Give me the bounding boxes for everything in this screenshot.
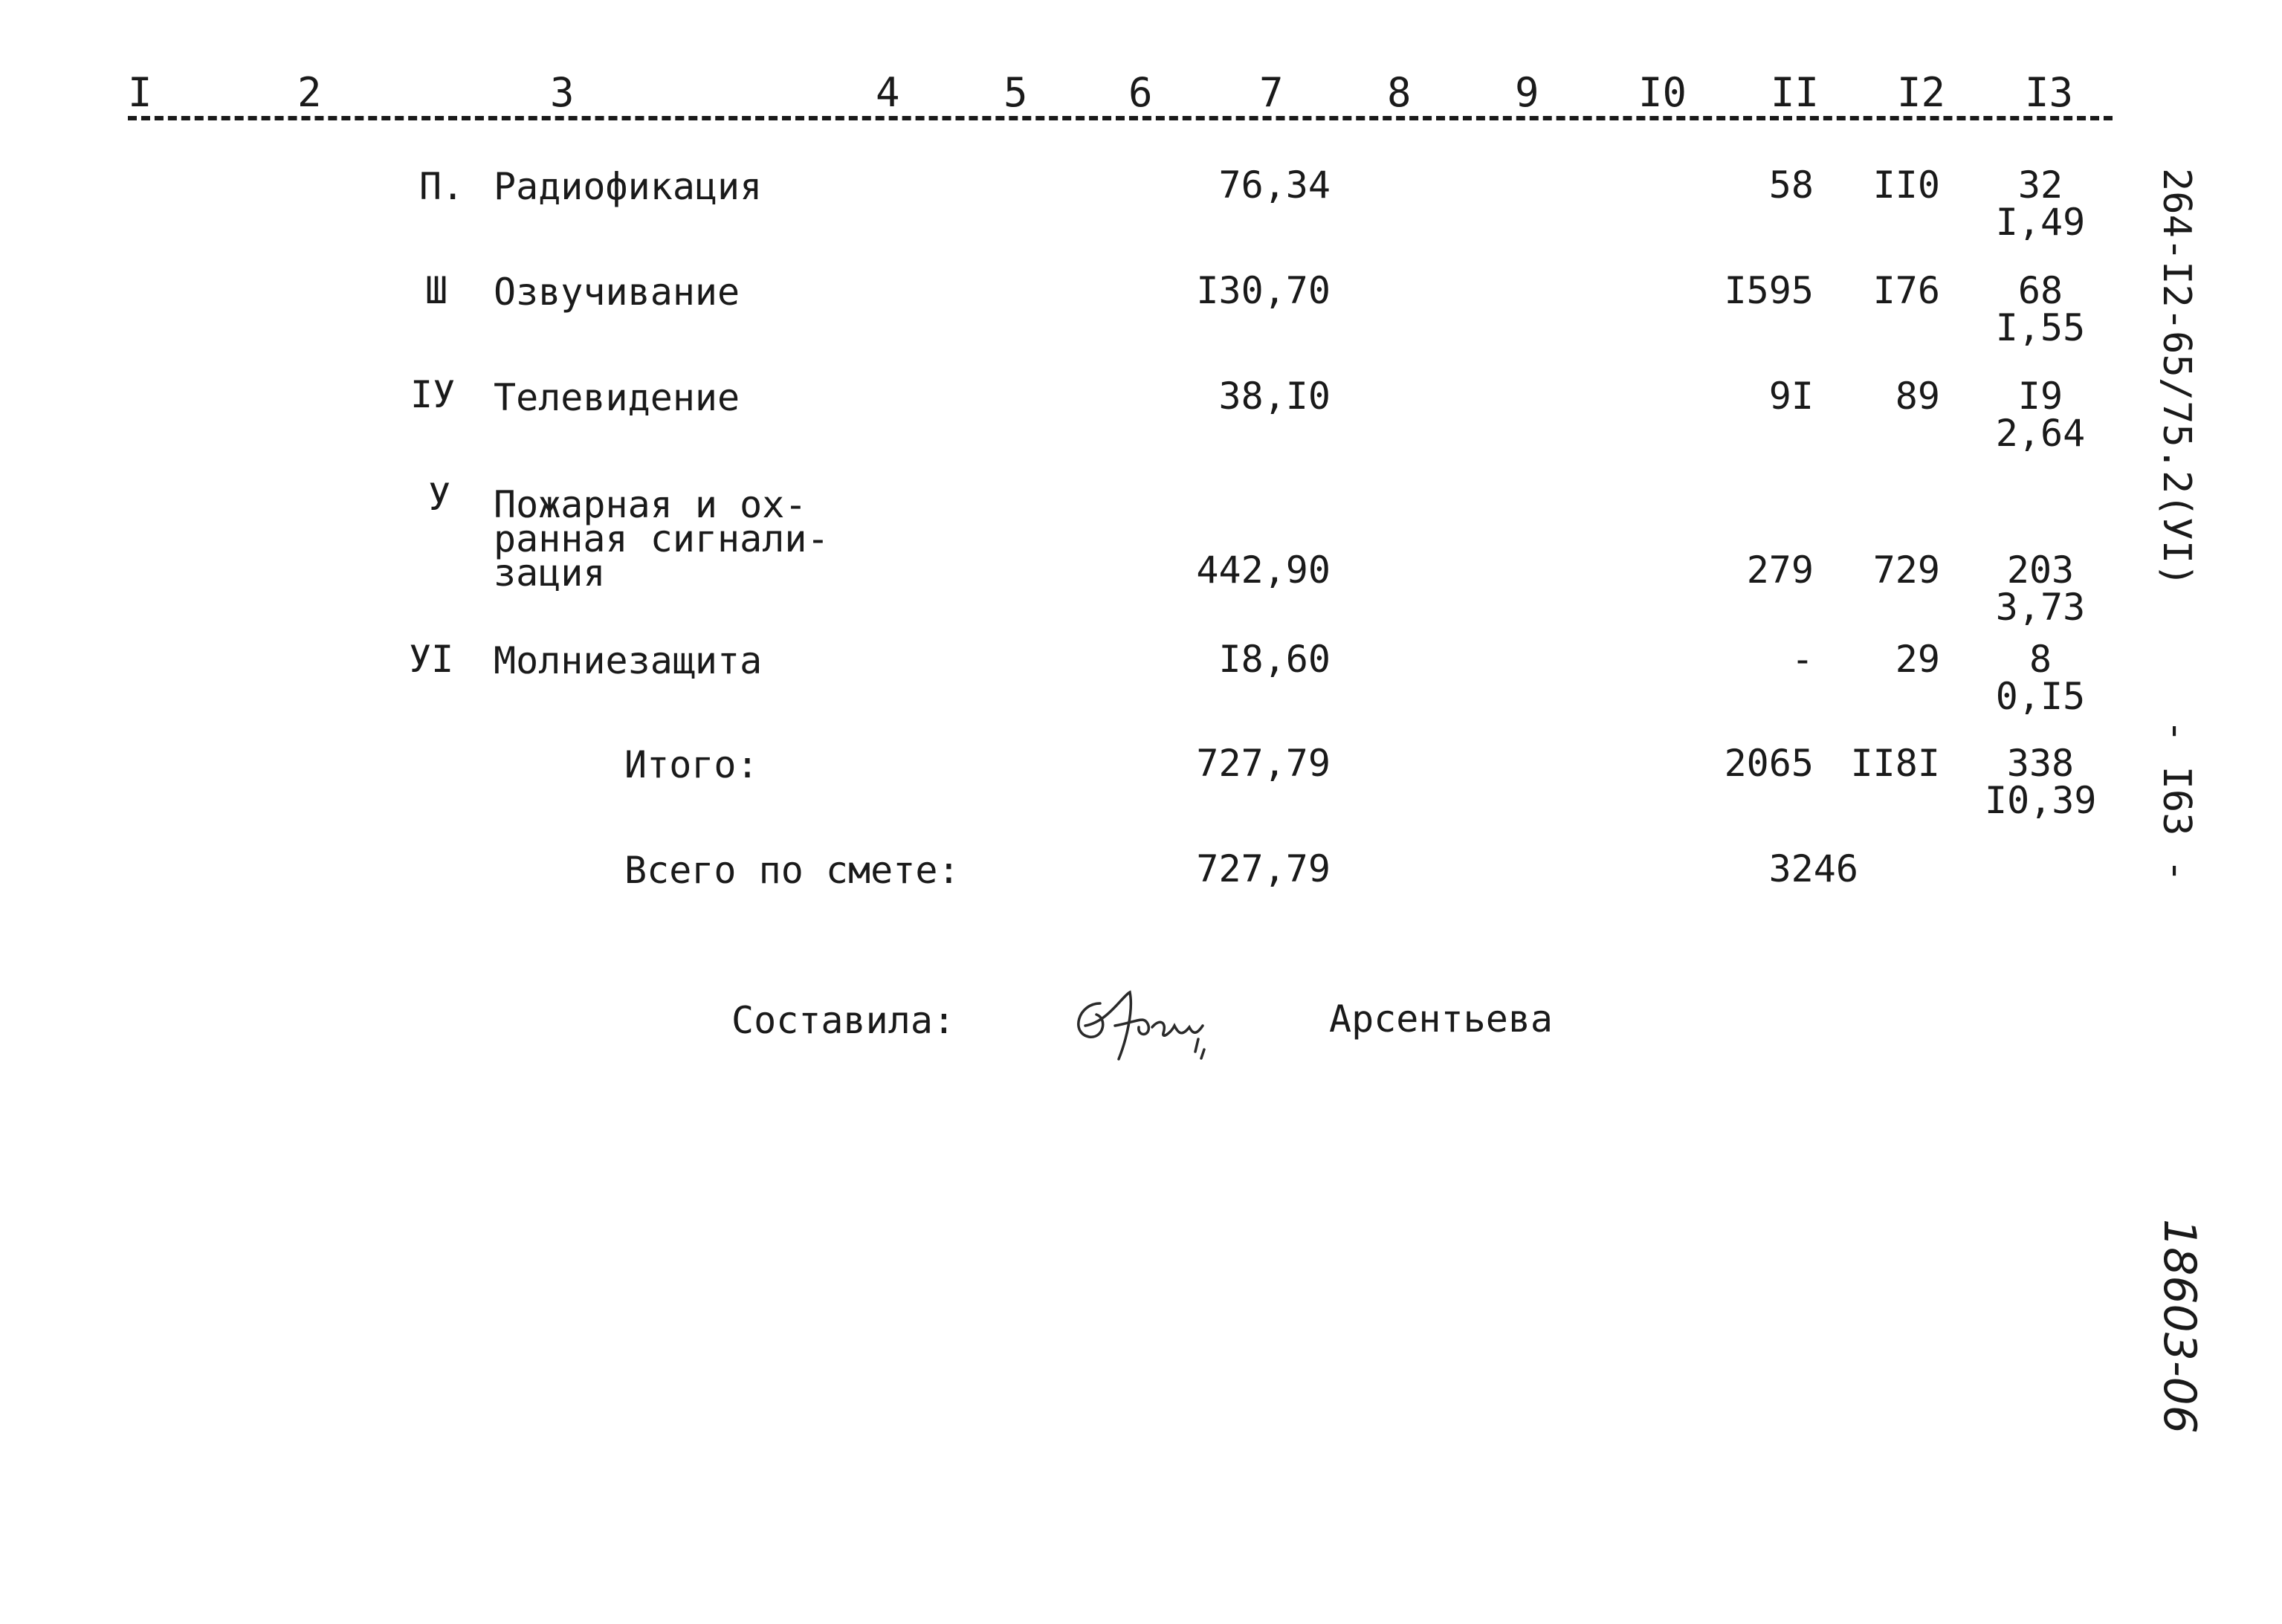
header-dashed-rule — [128, 116, 2113, 120]
row-name: Радиофикация — [494, 165, 763, 208]
total-col13-top: 338 — [2006, 742, 2075, 785]
column-header: 6 — [1128, 69, 1153, 116]
cost-value: 38,I0 — [1218, 375, 1331, 418]
column-header: 8 — [1387, 69, 1412, 116]
column-header: I2 — [1897, 69, 1946, 116]
column-header: I3 — [2025, 69, 2074, 116]
col11-value: I595 — [1724, 269, 1814, 312]
compiled-by-label: Составила: — [731, 999, 956, 1042]
document-code: 264-I2-65/75.2(УI) — [2154, 168, 2199, 587]
column-header: 4 — [876, 69, 900, 116]
col13-top-value: 203 — [2006, 549, 2075, 592]
handwritten-signature — [1056, 981, 1226, 1070]
total-label: Итого: — [624, 743, 759, 786]
col12-value: II0 — [1872, 164, 1940, 207]
column-header: II — [1771, 69, 1820, 116]
cost-value: 76,34 — [1218, 164, 1331, 207]
cost-value: I30,70 — [1196, 269, 1331, 312]
col11-value: 58 — [1768, 164, 1814, 207]
row-name: Озвучивание — [494, 271, 740, 314]
col12-value: 89 — [1895, 375, 1940, 418]
row-number: У — [428, 476, 451, 519]
cost-value: 442,90 — [1196, 549, 1331, 592]
cost-value: I8,60 — [1218, 638, 1331, 681]
col11-value: 9I — [1768, 375, 1814, 418]
column-header: 7 — [1259, 69, 1284, 116]
col12-value: 729 — [1872, 549, 1940, 592]
grand-total-count: 3246 — [1768, 847, 1858, 890]
col13-bottom-value: 0,I5 — [1995, 675, 2086, 718]
row-name: Телевидение — [494, 376, 740, 419]
row-name-line-2: ранная сигнали- — [494, 517, 830, 560]
column-header: I — [128, 69, 152, 116]
col13-bottom-value: 2,64 — [1995, 412, 2086, 455]
col12-value: 29 — [1895, 638, 1940, 681]
total-cost: 727,79 — [1196, 742, 1331, 785]
compiler-name: Арсентьева — [1329, 997, 1554, 1041]
total-col11: 2065 — [1724, 742, 1814, 785]
col13-bottom-value: I,49 — [1995, 201, 2086, 244]
col11-value: - — [1791, 638, 1814, 681]
row-number: П. — [419, 165, 465, 208]
col13-top-value: I9 — [2017, 375, 2063, 418]
row-name-line-3: зация — [494, 551, 606, 595]
row-number: УI — [409, 638, 454, 681]
column-header: I0 — [1638, 69, 1687, 116]
row-name: Молниезащита — [494, 639, 763, 682]
column-header: 2 — [297, 69, 322, 116]
total-col12: II8I — [1850, 742, 1940, 785]
col13-bottom-value: 3,73 — [1995, 586, 2086, 629]
col13-top-value: 68 — [2017, 269, 2063, 312]
column-header: 5 — [1003, 69, 1028, 116]
grand-total-label: Всего по смете: — [624, 849, 960, 892]
col13-top-value: 32 — [2017, 164, 2063, 207]
column-header: 3 — [550, 69, 575, 116]
col12-value: I76 — [1872, 269, 1940, 312]
col13-bottom-value: I,55 — [1995, 306, 2086, 349]
grand-total-cost: 727,79 — [1196, 847, 1331, 890]
row-number: IУ — [410, 373, 456, 416]
col13-top-value: 8 — [2029, 638, 2052, 681]
row-name-line-1: Пожарная и ох- — [494, 483, 807, 526]
archive-number: 18603-06 — [2153, 1219, 2205, 1434]
row-number: Ш — [425, 269, 448, 312]
col11-value: 279 — [1746, 549, 1814, 592]
total-col13-bottom: I0,39 — [1985, 779, 2097, 822]
page-number: - I63 - — [2154, 719, 2199, 883]
column-header: 9 — [1515, 69, 1539, 116]
